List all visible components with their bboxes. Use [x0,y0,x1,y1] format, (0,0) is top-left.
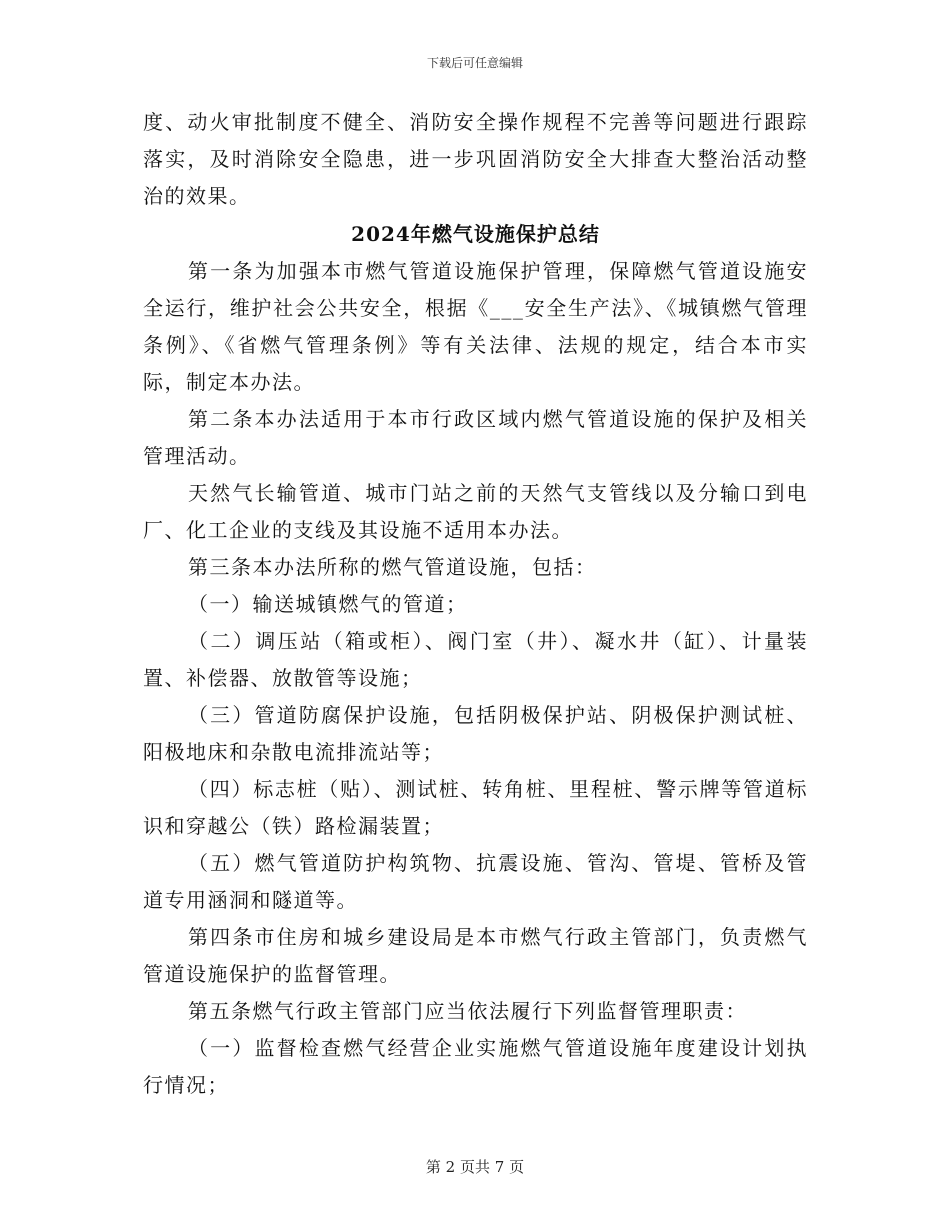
paragraph-article-1: 第一条为加强本市燃气管道设施保护管理，保障燃气管道设施安全运行，维护社会公共安全，根据《___安全生产法》、《城镇燃气管理条例》、《省燃气管理条例》等有关法律、法规的规定，结合本市实际，制定本办法。 [143,259,808,394]
paragraph-article-3: 第三条本办法所称的燃气管道设施，包括： [188,555,597,579]
page-number: 第 2 页共 7 页 [425,1158,525,1176]
page-header-note: 下载后可任意编辑 [426,56,523,70]
list-item-4: （四）标志桩（贴）、测试桩、转角桩、里程桩、警示牌等管道标识和穿越公（铁）路检漏装置； [143,777,808,838]
document-title: 2024年燃气设施保护总结 [351,222,600,246]
paragraph-exclusion: 天然气长输管道、城市门站之前的天然气支管线以及分输口到电厂、化工企业的支线及其设施不适用本办法。 [143,481,808,542]
list-item-5: （五）燃气管道防护构筑物、抗震设施、管沟、管堤、管桥及管道专用涵洞和隧道等。 [143,851,808,912]
intro-paragraph: 度、动火审批制度不健全、消防安全操作规程不完善等问题进行跟踪落实，及时消除安全隐患，进一步巩固消防安全大排查大整治活动整治的效果。 [143,110,808,208]
paragraph-article-5: 第五条燃气行政主管部门应当依法履行下列监督管理职责： [188,999,747,1023]
paragraph-article-2: 第二条本办法适用于本市行政区域内燃气管道设施的保护及相关管理活动。 [143,407,808,468]
list-item-1: （一）输送城镇燃气的管道； [188,592,468,616]
list-item-3: （三）管道防腐保护设施，包括阴极保护站、阴极保护测试桩、阳极地床和杂散电流排流站等； [143,703,808,764]
list-item-duty-1: （一）监督检查燃气经营企业实施燃气管道设施年度建设计划执行情况； [143,1036,808,1097]
document-body [143,104,808,1104]
paragraph-article-4: 第四条市住房和城乡建设局是本市燃气行政主管部门，负责燃气管道设施保护的监督管理。 [143,925,808,986]
list-item-2: （二）调压站（箱或柜）、阀门室（井）、凝水井（缸）、计量装置、补偿器、放散管等设施； [143,629,808,690]
